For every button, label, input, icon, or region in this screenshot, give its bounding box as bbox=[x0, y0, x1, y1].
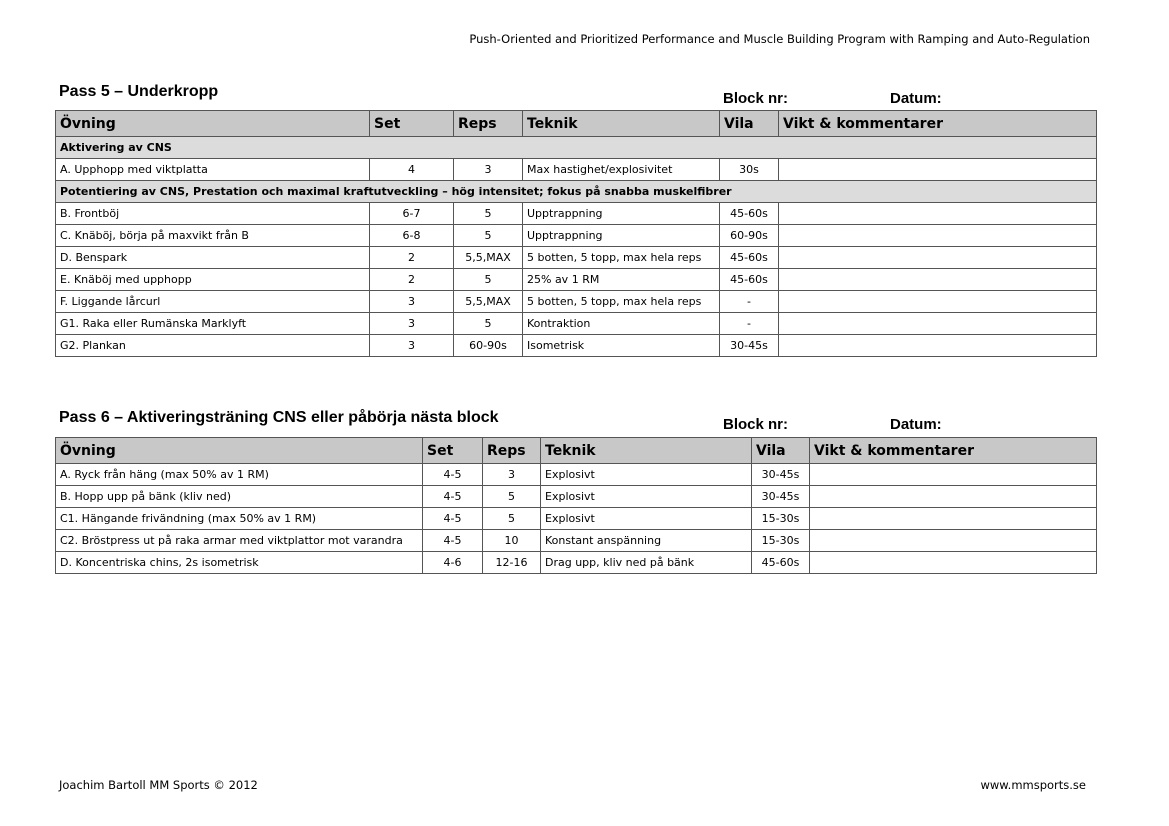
set-cell: 6-8 bbox=[370, 225, 454, 247]
pass6-title: Pass 6 – Aktiveringsträning CNS eller påbörja nästa block bbox=[59, 409, 499, 426]
table-row bbox=[56, 313, 1097, 335]
notes-cell[interactable] bbox=[779, 269, 1097, 291]
rest-cell: 30-45s bbox=[752, 486, 810, 508]
exercise-cell: C1. Hängande frivändning (max 50% av 1 RM) bbox=[56, 508, 423, 530]
rest-cell: - bbox=[720, 313, 779, 335]
set-cell: 6-7 bbox=[370, 203, 454, 225]
table-row bbox=[56, 335, 1097, 357]
rest-cell: 45-60s bbox=[720, 269, 779, 291]
reps-cell: 5 bbox=[454, 203, 523, 225]
technique-cell: Konstant anspänning bbox=[541, 530, 752, 552]
pass6-table bbox=[55, 437, 1097, 574]
pass6-block-label: Block nr: bbox=[723, 416, 789, 433]
set-cell: 3 bbox=[370, 291, 454, 313]
rest-cell: 15-30s bbox=[752, 508, 810, 530]
notes-cell[interactable] bbox=[810, 464, 1097, 486]
table-header-row bbox=[56, 111, 1097, 137]
technique-cell: Explosivt bbox=[541, 464, 752, 486]
technique-cell: Upptrappning bbox=[523, 225, 720, 247]
notes-cell[interactable] bbox=[810, 530, 1097, 552]
col-header-rest: Vila bbox=[752, 438, 810, 464]
reps-cell: 5,5,MAX bbox=[454, 291, 523, 313]
table-row bbox=[56, 552, 1097, 574]
footer-copyright: Joachim Bartoll MM Sports © 2012 bbox=[59, 778, 258, 792]
rest-cell: 45-60s bbox=[752, 552, 810, 574]
table-row bbox=[56, 203, 1097, 225]
notes-cell[interactable] bbox=[779, 247, 1097, 269]
exercise-cell: E. Knäböj med upphopp bbox=[56, 269, 370, 291]
table-row bbox=[56, 508, 1097, 530]
technique-cell: Kontraktion bbox=[523, 313, 720, 335]
footer-website: www.mmsports.se bbox=[980, 778, 1086, 792]
exercise-cell: B. Hopp upp på bänk (kliv ned) bbox=[56, 486, 423, 508]
table-row bbox=[56, 159, 1097, 181]
rest-cell: - bbox=[720, 291, 779, 313]
reps-cell: 5 bbox=[454, 225, 523, 247]
section-label: Potentiering av CNS, Prestation och maximal kraftutveckling – hög intensitet; fokus på snabba muskelfibrer bbox=[56, 181, 1097, 203]
notes-cell[interactable] bbox=[810, 486, 1097, 508]
rest-cell: 45-60s bbox=[720, 203, 779, 225]
reps-cell: 60-90s bbox=[454, 335, 523, 357]
table-row bbox=[56, 530, 1097, 552]
notes-cell[interactable] bbox=[810, 552, 1097, 574]
exercise-cell: C2. Bröstpress ut på raka armar med viktplattor mot varandra bbox=[56, 530, 423, 552]
set-cell: 3 bbox=[370, 313, 454, 335]
notes-cell[interactable] bbox=[779, 225, 1097, 247]
col-header-reps: Reps bbox=[454, 111, 523, 137]
set-cell: 2 bbox=[370, 269, 454, 291]
col-header-reps: Reps bbox=[483, 438, 541, 464]
table-row bbox=[56, 247, 1097, 269]
exercise-cell: A. Ryck från häng (max 50% av 1 RM) bbox=[56, 464, 423, 486]
rest-cell: 30-45s bbox=[752, 464, 810, 486]
rest-cell: 30-45s bbox=[720, 335, 779, 357]
set-cell: 4-6 bbox=[423, 552, 483, 574]
section-row bbox=[56, 181, 1097, 203]
pass5-block-label: Block nr: bbox=[723, 90, 789, 107]
reps-cell: 12-16 bbox=[483, 552, 541, 574]
col-header-exercise: Övning bbox=[56, 438, 423, 464]
set-cell: 4 bbox=[370, 159, 454, 181]
rest-cell: 15-30s bbox=[752, 530, 810, 552]
pass5-date-label: Datum: bbox=[890, 90, 942, 107]
notes-cell[interactable] bbox=[779, 159, 1097, 181]
notes-cell[interactable] bbox=[779, 313, 1097, 335]
rest-cell: 60-90s bbox=[720, 225, 779, 247]
reps-cell: 5 bbox=[483, 508, 541, 530]
exercise-cell: G1. Raka eller Rumänska Marklyft bbox=[56, 313, 370, 335]
col-header-exercise: Övning bbox=[56, 111, 370, 137]
table-row bbox=[56, 291, 1097, 313]
reps-cell: 3 bbox=[454, 159, 523, 181]
table-row bbox=[56, 225, 1097, 247]
technique-cell: Max hastighet/explosivitet bbox=[523, 159, 720, 181]
exercise-cell: D. Koncentriska chins, 2s isometrisk bbox=[56, 552, 423, 574]
col-header-notes: Vikt & kommentarer bbox=[810, 438, 1097, 464]
set-cell: 2 bbox=[370, 247, 454, 269]
col-header-set: Set bbox=[370, 111, 454, 137]
col-header-technique: Teknik bbox=[523, 111, 720, 137]
exercise-cell: B. Frontböj bbox=[56, 203, 370, 225]
reps-cell: 5 bbox=[454, 269, 523, 291]
notes-cell[interactable] bbox=[779, 335, 1097, 357]
exercise-cell: D. Benspark bbox=[56, 247, 370, 269]
pass6-date-label: Datum: bbox=[890, 416, 942, 433]
pass5-table bbox=[55, 110, 1097, 357]
exercise-cell: C. Knäböj, börja på maxvikt från B bbox=[56, 225, 370, 247]
reps-cell: 5 bbox=[483, 486, 541, 508]
technique-cell: 5 botten, 5 topp, max hela reps bbox=[523, 247, 720, 269]
table-row bbox=[56, 269, 1097, 291]
reps-cell: 3 bbox=[483, 464, 541, 486]
set-cell: 4-5 bbox=[423, 530, 483, 552]
notes-cell[interactable] bbox=[779, 291, 1097, 313]
col-header-set: Set bbox=[423, 438, 483, 464]
section-label: Aktivering av CNS bbox=[56, 137, 1097, 159]
exercise-cell: G2. Plankan bbox=[56, 335, 370, 357]
pass5-title: Pass 5 – Underkropp bbox=[59, 83, 219, 100]
technique-cell: Isometrisk bbox=[523, 335, 720, 357]
reps-cell: 5,5,MAX bbox=[454, 247, 523, 269]
technique-cell: Explosivt bbox=[541, 486, 752, 508]
technique-cell: Explosivt bbox=[541, 508, 752, 530]
notes-cell[interactable] bbox=[779, 203, 1097, 225]
set-cell: 4-5 bbox=[423, 464, 483, 486]
table-row bbox=[56, 464, 1097, 486]
technique-cell: Upptrappning bbox=[523, 203, 720, 225]
technique-cell: 5 botten, 5 topp, max hela reps bbox=[523, 291, 720, 313]
reps-cell: 10 bbox=[483, 530, 541, 552]
exercise-cell: F. Liggande lårcurl bbox=[56, 291, 370, 313]
technique-cell: 25% av 1 RM bbox=[523, 269, 720, 291]
rest-cell: 30s bbox=[720, 159, 779, 181]
col-header-notes: Vikt & kommentarer bbox=[779, 111, 1097, 137]
set-cell: 3 bbox=[370, 335, 454, 357]
set-cell: 4-5 bbox=[423, 486, 483, 508]
exercise-cell: A. Upphopp med viktplatta bbox=[56, 159, 370, 181]
rest-cell: 45-60s bbox=[720, 247, 779, 269]
notes-cell[interactable] bbox=[810, 508, 1097, 530]
col-header-rest: Vila bbox=[720, 111, 779, 137]
document-header: Push-Oriented and Prioritized Performance and Muscle Building Program with Ramping and Auto-Regulation bbox=[469, 32, 1090, 46]
section-row bbox=[56, 137, 1097, 159]
set-cell: 4-5 bbox=[423, 508, 483, 530]
col-header-technique: Teknik bbox=[541, 438, 752, 464]
table-header-row bbox=[56, 438, 1097, 464]
technique-cell: Drag upp, kliv ned på bänk bbox=[541, 552, 752, 574]
table-row bbox=[56, 486, 1097, 508]
reps-cell: 5 bbox=[454, 313, 523, 335]
